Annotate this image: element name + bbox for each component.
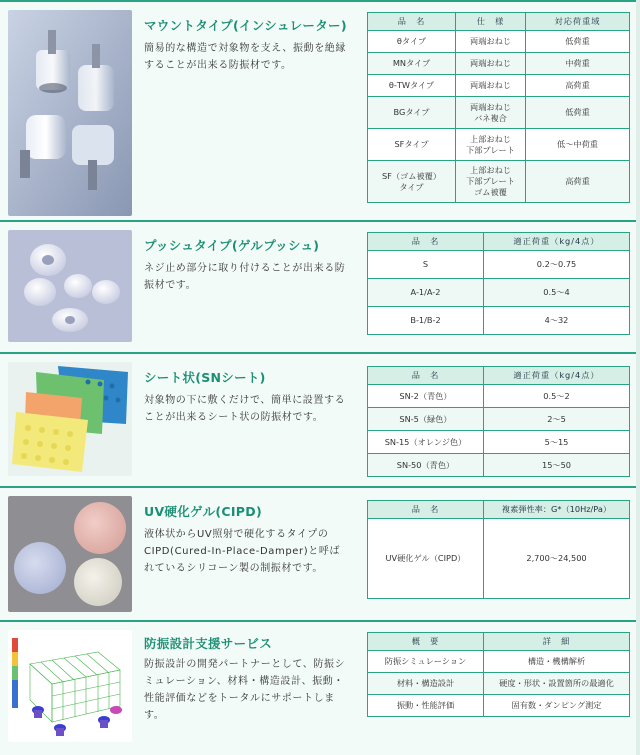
table-cell: SFタイプ	[368, 129, 456, 161]
table-cell: 振動・性能評価	[368, 695, 484, 717]
table-cell: 2,700～24,500	[484, 519, 630, 599]
column-header: 概 要	[368, 633, 484, 651]
table-row	[368, 695, 630, 717]
spec-table	[367, 632, 630, 717]
column-header: 適正荷重（kg/4点）	[484, 367, 630, 385]
table-cell: 中荷重	[526, 53, 630, 75]
section-push-type	[0, 222, 636, 354]
section-mount-type	[0, 0, 636, 222]
table-cell: 低～中荷重	[526, 129, 630, 161]
gel-push-photo	[8, 230, 132, 342]
table-row	[368, 307, 630, 335]
table-cell: 高荷重	[526, 75, 630, 97]
column-header: 品 名	[368, 233, 484, 251]
section-description: 液体状からUV照射で硬化するタイプのCIPD(Cured-In-Place-Damper)と呼ばれているシリコーン製の制振材です。	[144, 529, 341, 574]
table-cell: SN-50（青色）	[368, 454, 484, 477]
section-title: マウントタイプ(インシュレーター)	[144, 18, 347, 33]
table-cell: 上部おねじ 下部プレート	[456, 129, 526, 161]
table-cell: 15～50	[484, 454, 630, 477]
column-header: 適正荷重（kg/4点）	[484, 233, 630, 251]
spec-table	[367, 500, 630, 599]
section-title: プッシュタイプ(ゲルプッシュ)	[144, 238, 320, 253]
table-cell: 低荷重	[526, 97, 630, 129]
table-cell: 両端おねじ	[456, 75, 526, 97]
table-cell: SF（ゴム被覆） タイプ	[368, 161, 456, 203]
table-cell: SN-15（オレンジ色）	[368, 431, 484, 454]
section-description: 簡易的な構造で対象物を支え、振動を絶縁することが出来る防振材です。	[144, 43, 346, 71]
column-header: 詳 細	[484, 633, 630, 651]
spec-table	[367, 366, 630, 477]
section-description: 対象物の下に敷くだけで、簡単に設置することが出来るシート状の防振材です。	[144, 395, 346, 423]
sn-sheet-photo	[8, 362, 132, 476]
table-row	[368, 519, 630, 599]
table-cell: A-1/A-2	[368, 279, 484, 307]
column-header: 対応荷重域	[526, 13, 630, 31]
table-cell: 構造・機構解析	[484, 651, 630, 673]
table-row	[368, 279, 630, 307]
column-header: 仕 様	[456, 13, 526, 31]
table-row	[368, 251, 630, 279]
table-row	[368, 454, 630, 477]
table-row	[368, 97, 630, 129]
table-cell: 材料・構造設計	[368, 673, 484, 695]
table-cell: 硬度・形状・設置箇所の最適化	[484, 673, 630, 695]
table-row	[368, 651, 630, 673]
table-cell: 0.2～0.75	[484, 251, 630, 279]
table-row	[368, 53, 630, 75]
simulation-photo	[8, 630, 132, 742]
column-header: 品 名	[368, 13, 456, 31]
table-cell: 5～15	[484, 431, 630, 454]
section-description: ネジ止め部分に取り付けることが出来る防振材です。	[144, 263, 346, 291]
section-uv-gel	[0, 488, 636, 622]
table-cell: 両端おねじ	[456, 53, 526, 75]
table-cell: 0.5～4	[484, 279, 630, 307]
table-row	[368, 75, 630, 97]
table-cell: B-1/B-2	[368, 307, 484, 335]
table-row	[368, 673, 630, 695]
table-cell: 低荷重	[526, 31, 630, 53]
table-cell: UV硬化ゲル（CIPD）	[368, 519, 484, 599]
table-cell: θ-TWタイプ	[368, 75, 456, 97]
mount-insulator-photo	[8, 10, 132, 216]
table-cell: 高荷重	[526, 161, 630, 203]
table-cell: 固有数・ダンピング測定	[484, 695, 630, 717]
section-description: 防振設計の開発パートナーとして、防振シミュレーション、材料・構造設計、振動・性能評価などをトータルにサポートします。	[144, 659, 346, 721]
spec-table	[367, 12, 630, 203]
table-row	[368, 385, 630, 408]
table-cell: 上部おねじ 下部プレート ゴム被覆	[456, 161, 526, 203]
spec-table	[367, 232, 630, 335]
section-title: UV硬化ゲル(CIPD)	[144, 504, 262, 519]
table-cell: 防振シミュレーション	[368, 651, 484, 673]
table-row	[368, 161, 630, 203]
table-row	[368, 431, 630, 454]
table-cell: SN-2（青色）	[368, 385, 484, 408]
table-cell: 両端おねじ	[456, 31, 526, 53]
table-cell: 4～32	[484, 307, 630, 335]
table-cell: 0.5～2	[484, 385, 630, 408]
section-design-support	[0, 622, 636, 755]
table-cell: BGタイプ	[368, 97, 456, 129]
table-cell: θタイプ	[368, 31, 456, 53]
column-header: 複素弾性率：G*（10Hz/Pa）	[484, 501, 630, 519]
table-cell: MNタイプ	[368, 53, 456, 75]
column-header: 品 名	[368, 367, 484, 385]
table-cell: 2～5	[484, 408, 630, 431]
table-row	[368, 408, 630, 431]
table-cell: 両端おねじ バネ複合	[456, 97, 526, 129]
table-cell: S	[368, 251, 484, 279]
uv-gel-photo	[8, 496, 132, 612]
table-cell: SN-5（緑色）	[368, 408, 484, 431]
table-row	[368, 129, 630, 161]
column-header: 品 名	[368, 501, 484, 519]
scrollbar[interactable]	[636, 0, 640, 755]
section-title: 防振設計支援サービス	[144, 636, 273, 651]
section-sheet-type	[0, 354, 636, 488]
section-title: シート状(SNシート)	[144, 370, 266, 385]
table-row	[368, 31, 630, 53]
